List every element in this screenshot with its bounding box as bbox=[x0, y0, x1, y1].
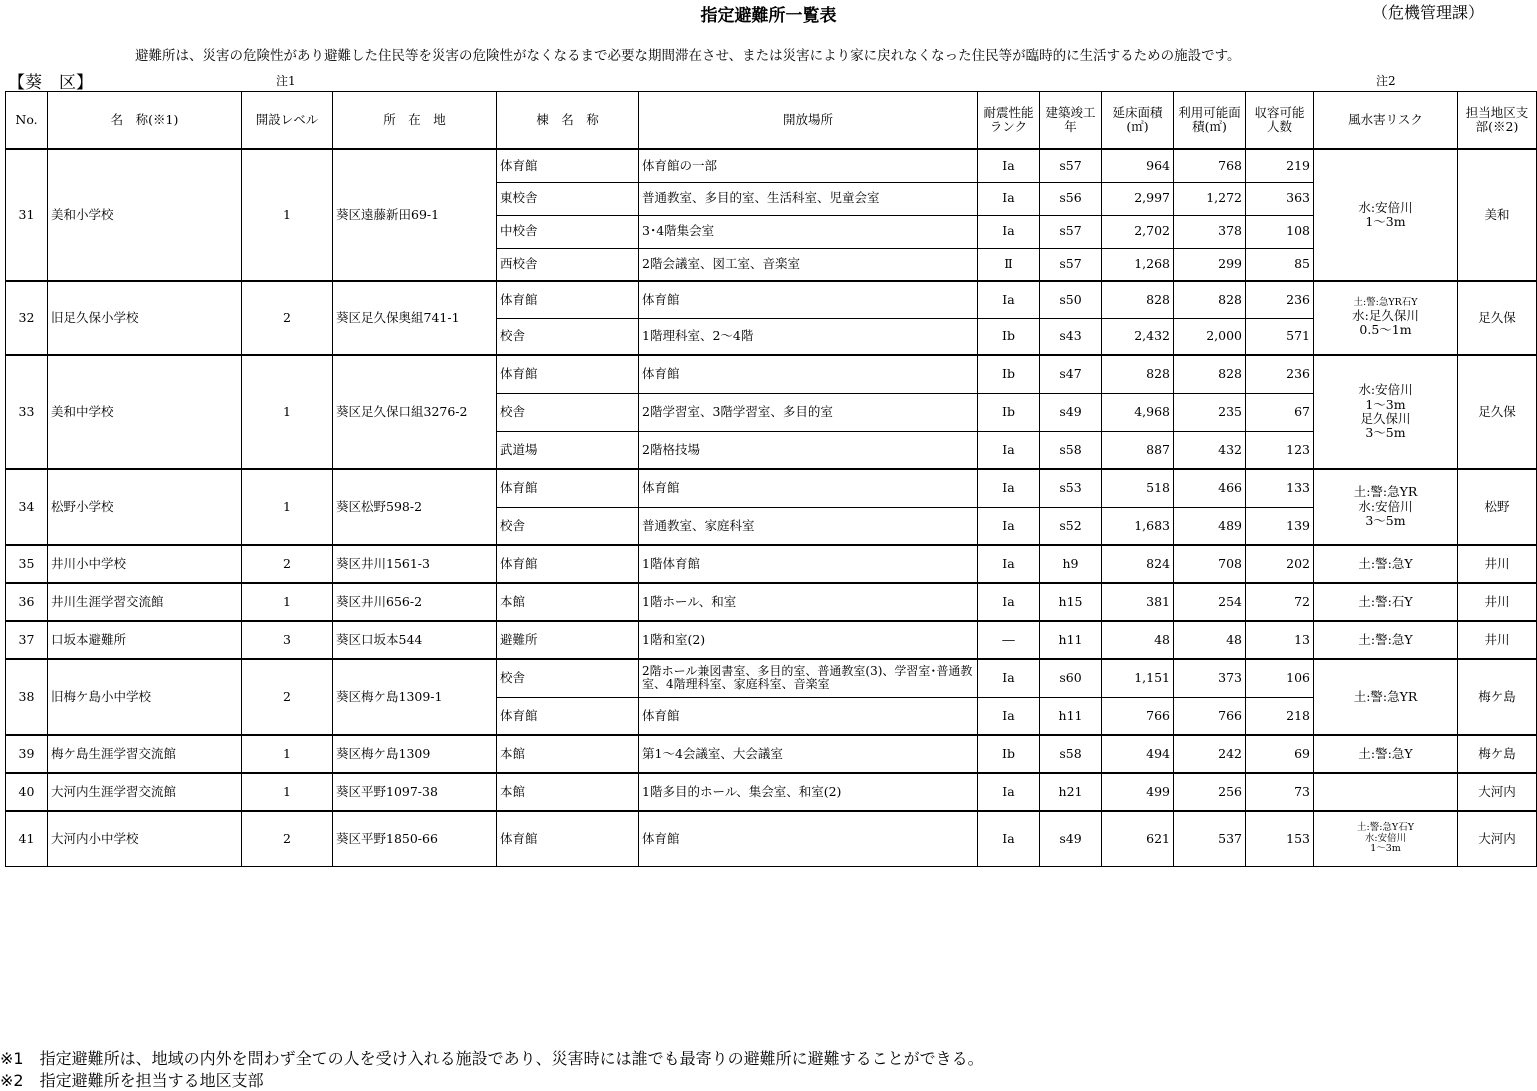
shelter-name: 井川生涯学習交流館 bbox=[48, 583, 242, 621]
seismic-rank: Ⅰa bbox=[978, 215, 1040, 248]
open-area: 体育館 bbox=[639, 469, 978, 507]
building-name: 体育館 bbox=[497, 281, 639, 318]
footnote-1: ※1 指定避難所は、地域の内外を問わず全ての人を受け入れる施設であり、災害時には誰でも最寄りの避難所に避難することができる。 bbox=[0, 1049, 984, 1068]
build-year: s52 bbox=[1040, 507, 1102, 545]
capacity: 133 bbox=[1246, 469, 1314, 507]
seismic-rank: Ⅰa bbox=[978, 507, 1040, 545]
header-seismic: 耐震性能ランク bbox=[978, 92, 1040, 150]
shelter-address: 葵区平野1850-66 bbox=[333, 811, 497, 866]
floor-area: 1,151 bbox=[1102, 659, 1174, 697]
floor-area: 621 bbox=[1102, 811, 1174, 866]
shelter-no: 40 bbox=[6, 773, 48, 811]
building-name: 避難所 bbox=[497, 621, 639, 659]
open-area: 普通教室、多目的室、生活科室、児童会室 bbox=[639, 182, 978, 215]
shelter-name: 旧足久保小学校 bbox=[48, 281, 242, 355]
open-area: 1階多目的ホール、集会室、和室(2) bbox=[639, 773, 978, 811]
flood-risk bbox=[1314, 659, 1458, 735]
open-area: 体育館の一部 bbox=[639, 149, 978, 182]
floor-area: 518 bbox=[1102, 469, 1174, 507]
floor-area: 494 bbox=[1102, 735, 1174, 773]
floor-area: 2,432 bbox=[1102, 318, 1174, 355]
shelter-name: 旧梅ケ島小中学校 bbox=[48, 659, 242, 735]
shelter-name: 大河内生涯学習交流館 bbox=[48, 773, 242, 811]
floor-area: 381 bbox=[1102, 583, 1174, 621]
build-year: s56 bbox=[1040, 182, 1102, 215]
header-open-area: 開放場所 bbox=[639, 92, 978, 150]
shelter-name: 井川小中学校 bbox=[48, 545, 242, 583]
capacity: 13 bbox=[1246, 621, 1314, 659]
shelter-level: 3 bbox=[242, 621, 333, 659]
capacity: 73 bbox=[1246, 773, 1314, 811]
capacity: 108 bbox=[1246, 215, 1314, 248]
shelter-name: 美和小学校 bbox=[48, 149, 242, 281]
branch: 松野 bbox=[1458, 469, 1537, 545]
branch: 井川 bbox=[1458, 545, 1537, 583]
note1-label: 注1 bbox=[276, 74, 296, 88]
header-no: No. bbox=[6, 92, 48, 150]
shelter-address: 葵区遠藤新田69-1 bbox=[333, 149, 497, 281]
open-area: 体育館 bbox=[639, 811, 978, 866]
building-name: 体育館 bbox=[497, 355, 639, 393]
branch: 梅ケ島 bbox=[1458, 659, 1537, 735]
footnote-2: ※2 指定避難所を担当する地区支部 bbox=[0, 1071, 264, 1090]
flood-risk bbox=[1314, 281, 1458, 355]
branch: 井川 bbox=[1458, 621, 1537, 659]
building-name: 武道場 bbox=[497, 431, 639, 469]
shelter-no: 38 bbox=[6, 659, 48, 735]
shelter-level: 2 bbox=[242, 545, 333, 583]
risk-text: 土:警:急Y bbox=[1358, 631, 1413, 647]
flood-risk bbox=[1314, 149, 1458, 281]
capacity: 202 bbox=[1246, 545, 1314, 583]
open-area: 普通教室、家庭科室 bbox=[639, 507, 978, 545]
floor-area: 828 bbox=[1102, 355, 1174, 393]
flood-risk bbox=[1314, 773, 1458, 811]
floor-area: 2,702 bbox=[1102, 215, 1174, 248]
usable-area: 489 bbox=[1174, 507, 1246, 545]
branch: 大河内 bbox=[1458, 773, 1537, 811]
table-row bbox=[6, 659, 1537, 697]
shelter-level: 1 bbox=[242, 469, 333, 545]
flood-risk bbox=[1314, 355, 1458, 469]
building-name: 校舎 bbox=[497, 507, 639, 545]
risk-text: 土:警:石Y bbox=[1358, 593, 1413, 609]
risk-text: 水:足久保川 0.5～1m bbox=[1352, 307, 1419, 338]
header-address: 所 在 地 bbox=[333, 92, 497, 150]
open-area: 第1～4会議室、大会議室 bbox=[639, 735, 978, 773]
shelter-level: 1 bbox=[242, 355, 333, 469]
department-label: （危機管理課） bbox=[1372, 3, 1485, 22]
risk-text: 水:安倍川 1～3m bbox=[1358, 199, 1413, 229]
open-area: 1階体育館 bbox=[639, 545, 978, 583]
seismic-rank: Ⅰb bbox=[978, 355, 1040, 393]
capacity: 363 bbox=[1246, 182, 1314, 215]
building-name: 体育館 bbox=[497, 149, 639, 182]
header-capacity: 収容可能人数 bbox=[1246, 92, 1314, 150]
note2-label: 注2 bbox=[1376, 74, 1396, 88]
capacity: 219 bbox=[1246, 149, 1314, 182]
floor-area: 887 bbox=[1102, 431, 1174, 469]
usable-area: 768 bbox=[1174, 149, 1246, 182]
building-name: 体育館 bbox=[497, 545, 639, 583]
building-name: 校舎 bbox=[497, 393, 639, 431]
shelter-address: 葵区松野598-2 bbox=[333, 469, 497, 545]
shelter-no: 32 bbox=[6, 281, 48, 355]
branch: 大河内 bbox=[1458, 811, 1537, 866]
floor-area: 48 bbox=[1102, 621, 1174, 659]
table-row bbox=[6, 355, 1537, 393]
risk-text: 土:警:急Y bbox=[1358, 555, 1413, 571]
floor-area: 4,968 bbox=[1102, 393, 1174, 431]
header-building: 棟 名 称 bbox=[497, 92, 639, 150]
shelter-address: 葵区井川1561-3 bbox=[333, 545, 497, 583]
build-year: s57 bbox=[1040, 149, 1102, 182]
open-area: 2階格技場 bbox=[639, 431, 978, 469]
shelter-name: 口坂本避難所 bbox=[48, 621, 242, 659]
capacity: 571 bbox=[1246, 318, 1314, 355]
table-row bbox=[6, 469, 1537, 507]
building-name: 体育館 bbox=[497, 469, 639, 507]
shelter-no: 41 bbox=[6, 811, 48, 866]
table-row bbox=[6, 583, 1537, 621]
shelter-name: 美和中学校 bbox=[48, 355, 242, 469]
floor-area: 828 bbox=[1102, 281, 1174, 318]
shelter-address: 葵区梅ケ島1309 bbox=[333, 735, 497, 773]
floor-area: 964 bbox=[1102, 149, 1174, 182]
page-title: 指定避難所一覧表 bbox=[700, 6, 837, 26]
building-name: 東校舎 bbox=[497, 182, 639, 215]
table-row bbox=[6, 811, 1537, 866]
open-area: 体育館 bbox=[639, 697, 978, 735]
shelter-address: 葵区井川656-2 bbox=[333, 583, 497, 621]
seismic-rank: Ⅱ bbox=[978, 248, 1040, 281]
usable-area: 256 bbox=[1174, 773, 1246, 811]
table-row bbox=[6, 621, 1537, 659]
build-year: s50 bbox=[1040, 281, 1102, 318]
flood-risk bbox=[1314, 583, 1458, 621]
build-year: h9 bbox=[1040, 545, 1102, 583]
seismic-rank: ― bbox=[978, 621, 1040, 659]
build-year: h15 bbox=[1040, 583, 1102, 621]
flood-risk bbox=[1314, 811, 1458, 866]
shelter-address: 葵区足久保奥組741-1 bbox=[333, 281, 497, 355]
shelter-level: 1 bbox=[242, 583, 333, 621]
building-name: 体育館 bbox=[497, 697, 639, 735]
usable-area: 235 bbox=[1174, 393, 1246, 431]
shelter-no: 31 bbox=[6, 149, 48, 281]
floor-area: 499 bbox=[1102, 773, 1174, 811]
capacity: 236 bbox=[1246, 281, 1314, 318]
shelter-level: 1 bbox=[242, 735, 333, 773]
capacity: 153 bbox=[1246, 811, 1314, 866]
build-year: s57 bbox=[1040, 215, 1102, 248]
risk-text: 水:安倍川 1～3m 足久保川 3～5m bbox=[1358, 382, 1413, 441]
table-row bbox=[6, 773, 1537, 811]
seismic-rank: Ⅰb bbox=[978, 393, 1040, 431]
shelter-level: 1 bbox=[242, 149, 333, 281]
open-area: 2階ホール兼図書室、多目的室、普通教室(3)、学習室･普通教室、4階理科室、家庭科室、音楽室 bbox=[639, 659, 978, 697]
building-name: 本館 bbox=[497, 583, 639, 621]
table-row bbox=[6, 281, 1537, 318]
branch: 美和 bbox=[1458, 149, 1537, 281]
seismic-rank: Ⅰa bbox=[978, 149, 1040, 182]
capacity: 139 bbox=[1246, 507, 1314, 545]
shelter-no: 36 bbox=[6, 583, 48, 621]
building-name: 西校舎 bbox=[497, 248, 639, 281]
shelter-no: 35 bbox=[6, 545, 48, 583]
shelter-no: 33 bbox=[6, 355, 48, 469]
shelter-address: 葵区口坂本544 bbox=[333, 621, 497, 659]
seismic-rank: Ⅰa bbox=[978, 431, 1040, 469]
risk-detail: 土:警:急Y石Y 水:安倍川 1～3m bbox=[1357, 822, 1414, 854]
flood-risk bbox=[1314, 735, 1458, 773]
usable-area: 242 bbox=[1174, 735, 1246, 773]
capacity: 67 bbox=[1246, 393, 1314, 431]
usable-area: 432 bbox=[1174, 431, 1246, 469]
open-area: 体育館 bbox=[639, 355, 978, 393]
shelter-name: 梅ケ島生涯学習交流館 bbox=[48, 735, 242, 773]
building-name: 校舎 bbox=[497, 318, 639, 355]
build-year: s53 bbox=[1040, 469, 1102, 507]
flood-risk bbox=[1314, 469, 1458, 545]
floor-area: 1,683 bbox=[1102, 507, 1174, 545]
shelter-table bbox=[5, 91, 1537, 867]
building-name: 本館 bbox=[497, 735, 639, 773]
shelter-table-body bbox=[6, 149, 1537, 866]
shelter-address: 葵区梅ケ島1309-1 bbox=[333, 659, 497, 735]
risk-text: 土:警:急YR 水:安倍川 3～5m bbox=[1353, 484, 1418, 529]
open-area: 1階理科室、2～4階 bbox=[639, 318, 978, 355]
seismic-rank: Ⅰa bbox=[978, 182, 1040, 215]
header-floor-area: 延床面積(㎡) bbox=[1102, 92, 1174, 150]
seismic-rank: Ⅰa bbox=[978, 773, 1040, 811]
build-year: h11 bbox=[1040, 621, 1102, 659]
build-year: s43 bbox=[1040, 318, 1102, 355]
shelter-no: 39 bbox=[6, 735, 48, 773]
build-year: s57 bbox=[1040, 248, 1102, 281]
landslide-risk-note: 土:警:急YR石Y bbox=[1353, 297, 1418, 309]
table-header-row bbox=[6, 92, 1537, 150]
build-year: h21 bbox=[1040, 773, 1102, 811]
open-area: 1階ホール、和室 bbox=[639, 583, 978, 621]
risk-text: 土:警:急YR bbox=[1353, 688, 1418, 704]
floor-area: 1,268 bbox=[1102, 248, 1174, 281]
floor-area: 824 bbox=[1102, 545, 1174, 583]
capacity: 236 bbox=[1246, 355, 1314, 393]
seismic-rank: Ⅰa bbox=[978, 545, 1040, 583]
floor-area: 2,997 bbox=[1102, 182, 1174, 215]
flood-risk bbox=[1314, 545, 1458, 583]
risk-text: 土:警:急Y bbox=[1358, 745, 1413, 761]
floor-area: 766 bbox=[1102, 697, 1174, 735]
header-level: 開設レベル bbox=[242, 92, 333, 150]
usable-area: 766 bbox=[1174, 697, 1246, 735]
build-year: s47 bbox=[1040, 355, 1102, 393]
header-branch: 担当地区支部(※2) bbox=[1458, 92, 1537, 150]
usable-area: 254 bbox=[1174, 583, 1246, 621]
seismic-rank: Ⅰb bbox=[978, 318, 1040, 355]
shelter-level: 1 bbox=[242, 773, 333, 811]
seismic-rank: Ⅰa bbox=[978, 659, 1040, 697]
header-year: 建築竣工年 bbox=[1040, 92, 1102, 150]
shelter-level: 2 bbox=[242, 659, 333, 735]
build-year: s49 bbox=[1040, 393, 1102, 431]
capacity: 123 bbox=[1246, 431, 1314, 469]
build-year: h11 bbox=[1040, 697, 1102, 735]
intro-text: 避難所は、災害の危険性があり避難した住民等を災害の危険性がなくなるまで必要な期間滞在させ、または災害により家に戻れなくなった住民等が臨時的に生活するための施設です。 bbox=[135, 48, 1241, 64]
branch: 井川 bbox=[1458, 583, 1537, 621]
usable-area: 299 bbox=[1174, 248, 1246, 281]
build-year: s49 bbox=[1040, 811, 1102, 866]
usable-area: 373 bbox=[1174, 659, 1246, 697]
capacity: 85 bbox=[1246, 248, 1314, 281]
seismic-rank: Ⅰa bbox=[978, 469, 1040, 507]
usable-area: 537 bbox=[1174, 811, 1246, 866]
branch: 足久保 bbox=[1458, 281, 1537, 355]
branch: 梅ケ島 bbox=[1458, 735, 1537, 773]
shelter-level: 2 bbox=[242, 281, 333, 355]
capacity: 72 bbox=[1246, 583, 1314, 621]
build-year: s60 bbox=[1040, 659, 1102, 697]
open-area: 1階和室(2) bbox=[639, 621, 978, 659]
building-name: 本館 bbox=[497, 773, 639, 811]
open-area: 体育館 bbox=[639, 281, 978, 318]
usable-area: 48 bbox=[1174, 621, 1246, 659]
shelter-name: 松野小学校 bbox=[48, 469, 242, 545]
usable-area: 828 bbox=[1174, 281, 1246, 318]
build-year: s58 bbox=[1040, 431, 1102, 469]
shelter-address: 葵区足久保口組3276-2 bbox=[333, 355, 497, 469]
header-name: 名 称(※1) bbox=[48, 92, 242, 150]
shelter-no: 37 bbox=[6, 621, 48, 659]
building-name: 校舎 bbox=[497, 659, 639, 697]
usable-area: 2,000 bbox=[1174, 318, 1246, 355]
building-name: 体育館 bbox=[497, 811, 639, 866]
table-row bbox=[6, 735, 1537, 773]
build-year: s58 bbox=[1040, 735, 1102, 773]
open-area: 2階会議室、図工室、音楽室 bbox=[639, 248, 978, 281]
shelter-level: 2 bbox=[242, 811, 333, 866]
usable-area: 708 bbox=[1174, 545, 1246, 583]
shelter-name: 大河内小中学校 bbox=[48, 811, 242, 866]
open-area: 3･4階集会室 bbox=[639, 215, 978, 248]
usable-area: 828 bbox=[1174, 355, 1246, 393]
branch: 足久保 bbox=[1458, 355, 1537, 469]
header-risk: 風水害リスク bbox=[1314, 92, 1458, 150]
shelter-no: 34 bbox=[6, 469, 48, 545]
shelter-address: 葵区平野1097-38 bbox=[333, 773, 497, 811]
capacity: 69 bbox=[1246, 735, 1314, 773]
table-row bbox=[6, 545, 1537, 583]
capacity: 106 bbox=[1246, 659, 1314, 697]
usable-area: 466 bbox=[1174, 469, 1246, 507]
capacity: 218 bbox=[1246, 697, 1314, 735]
seismic-rank: Ⅰa bbox=[978, 811, 1040, 866]
seismic-rank: Ⅰa bbox=[978, 697, 1040, 735]
ward-label: 【葵 区】 bbox=[8, 73, 93, 93]
building-name: 中校舎 bbox=[497, 215, 639, 248]
flood-risk bbox=[1314, 621, 1458, 659]
open-area: 2階学習室、3階学習室、多目的室 bbox=[639, 393, 978, 431]
usable-area: 378 bbox=[1174, 215, 1246, 248]
seismic-rank: Ⅰb bbox=[978, 735, 1040, 773]
seismic-rank: Ⅰa bbox=[978, 281, 1040, 318]
usable-area: 1,272 bbox=[1174, 182, 1246, 215]
table-row bbox=[6, 149, 1537, 182]
header-usable-area: 利用可能面積(㎡) bbox=[1174, 92, 1246, 150]
seismic-rank: Ⅰa bbox=[978, 583, 1040, 621]
